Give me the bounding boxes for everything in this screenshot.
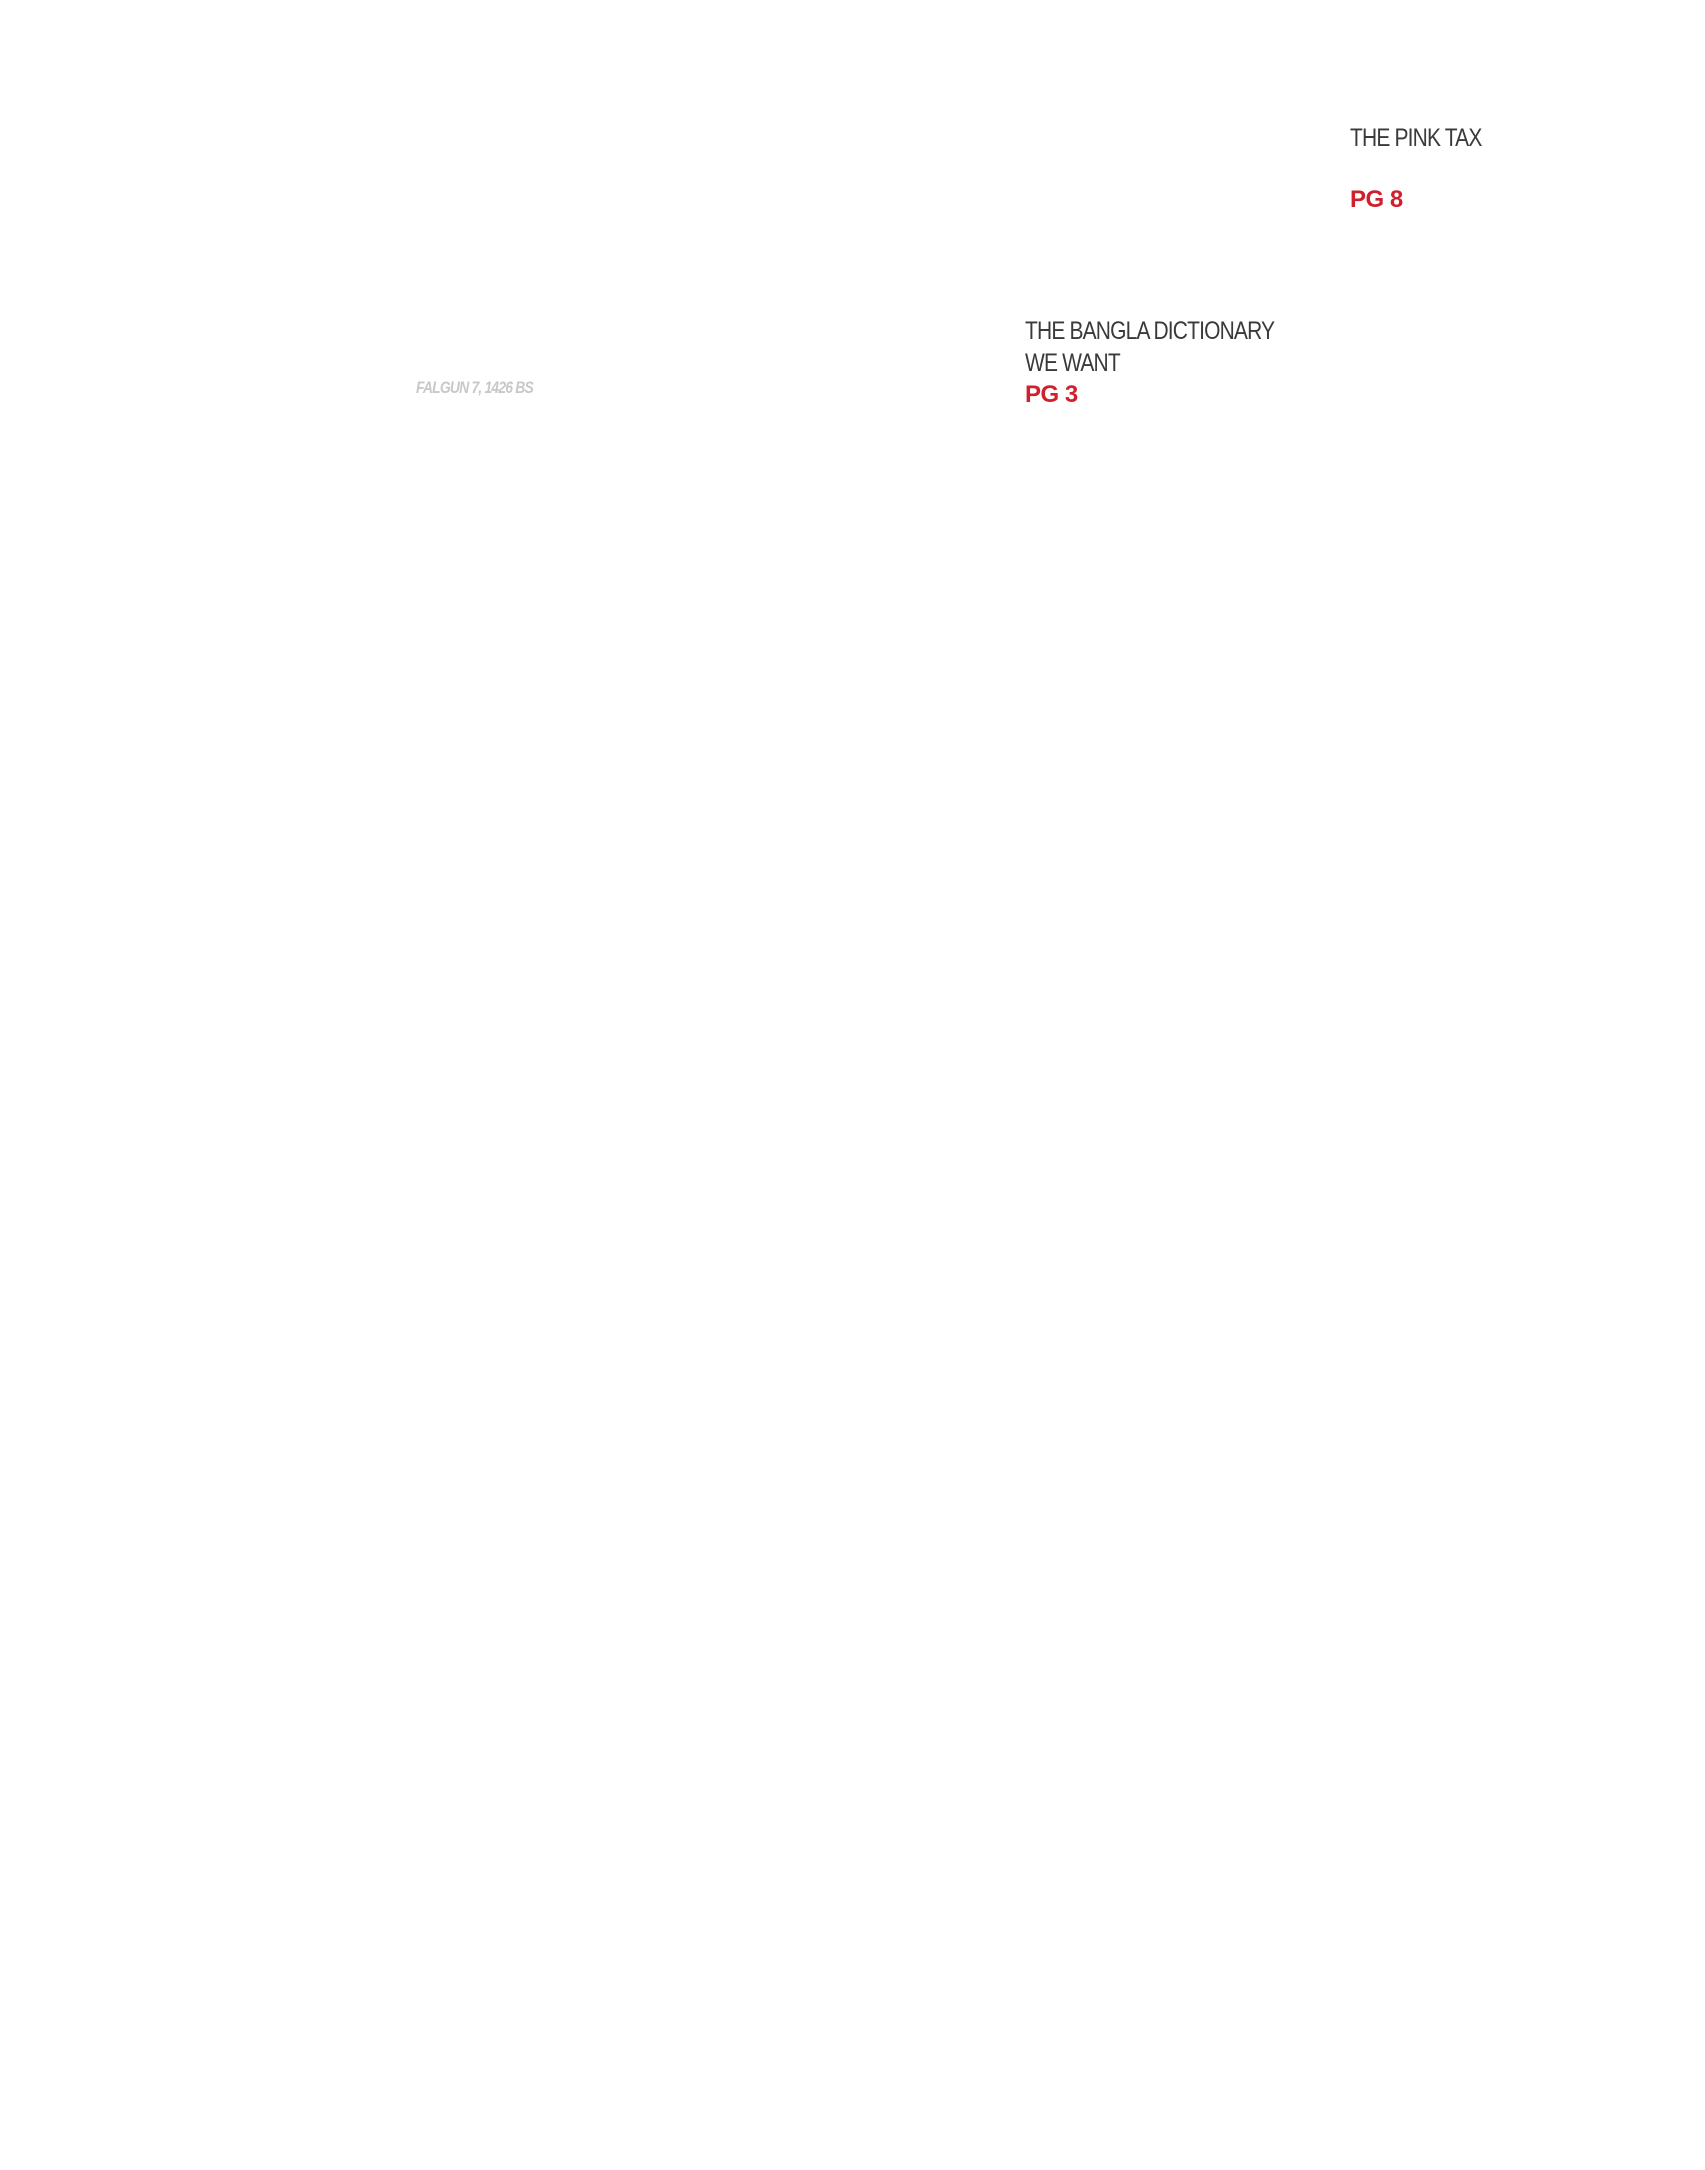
teaser-page-ref-bangla-dictionary[interactable]: PG 3 [1025, 381, 1078, 408]
teaser-title-bangla-dictionary-line-1[interactable]: THE BANGLA DICTIONARY [1025, 317, 1275, 345]
teaser-title-pink-tax[interactable]: THE PINK TAX [1350, 124, 1482, 152]
teaser-title-bangla-dictionary-line-2[interactable]: WE WANT [1025, 349, 1120, 377]
dateline: FALGUN 7, 1426 BS [416, 378, 533, 397]
teaser-page-ref-pink-tax[interactable]: PG 8 [1350, 186, 1403, 213]
